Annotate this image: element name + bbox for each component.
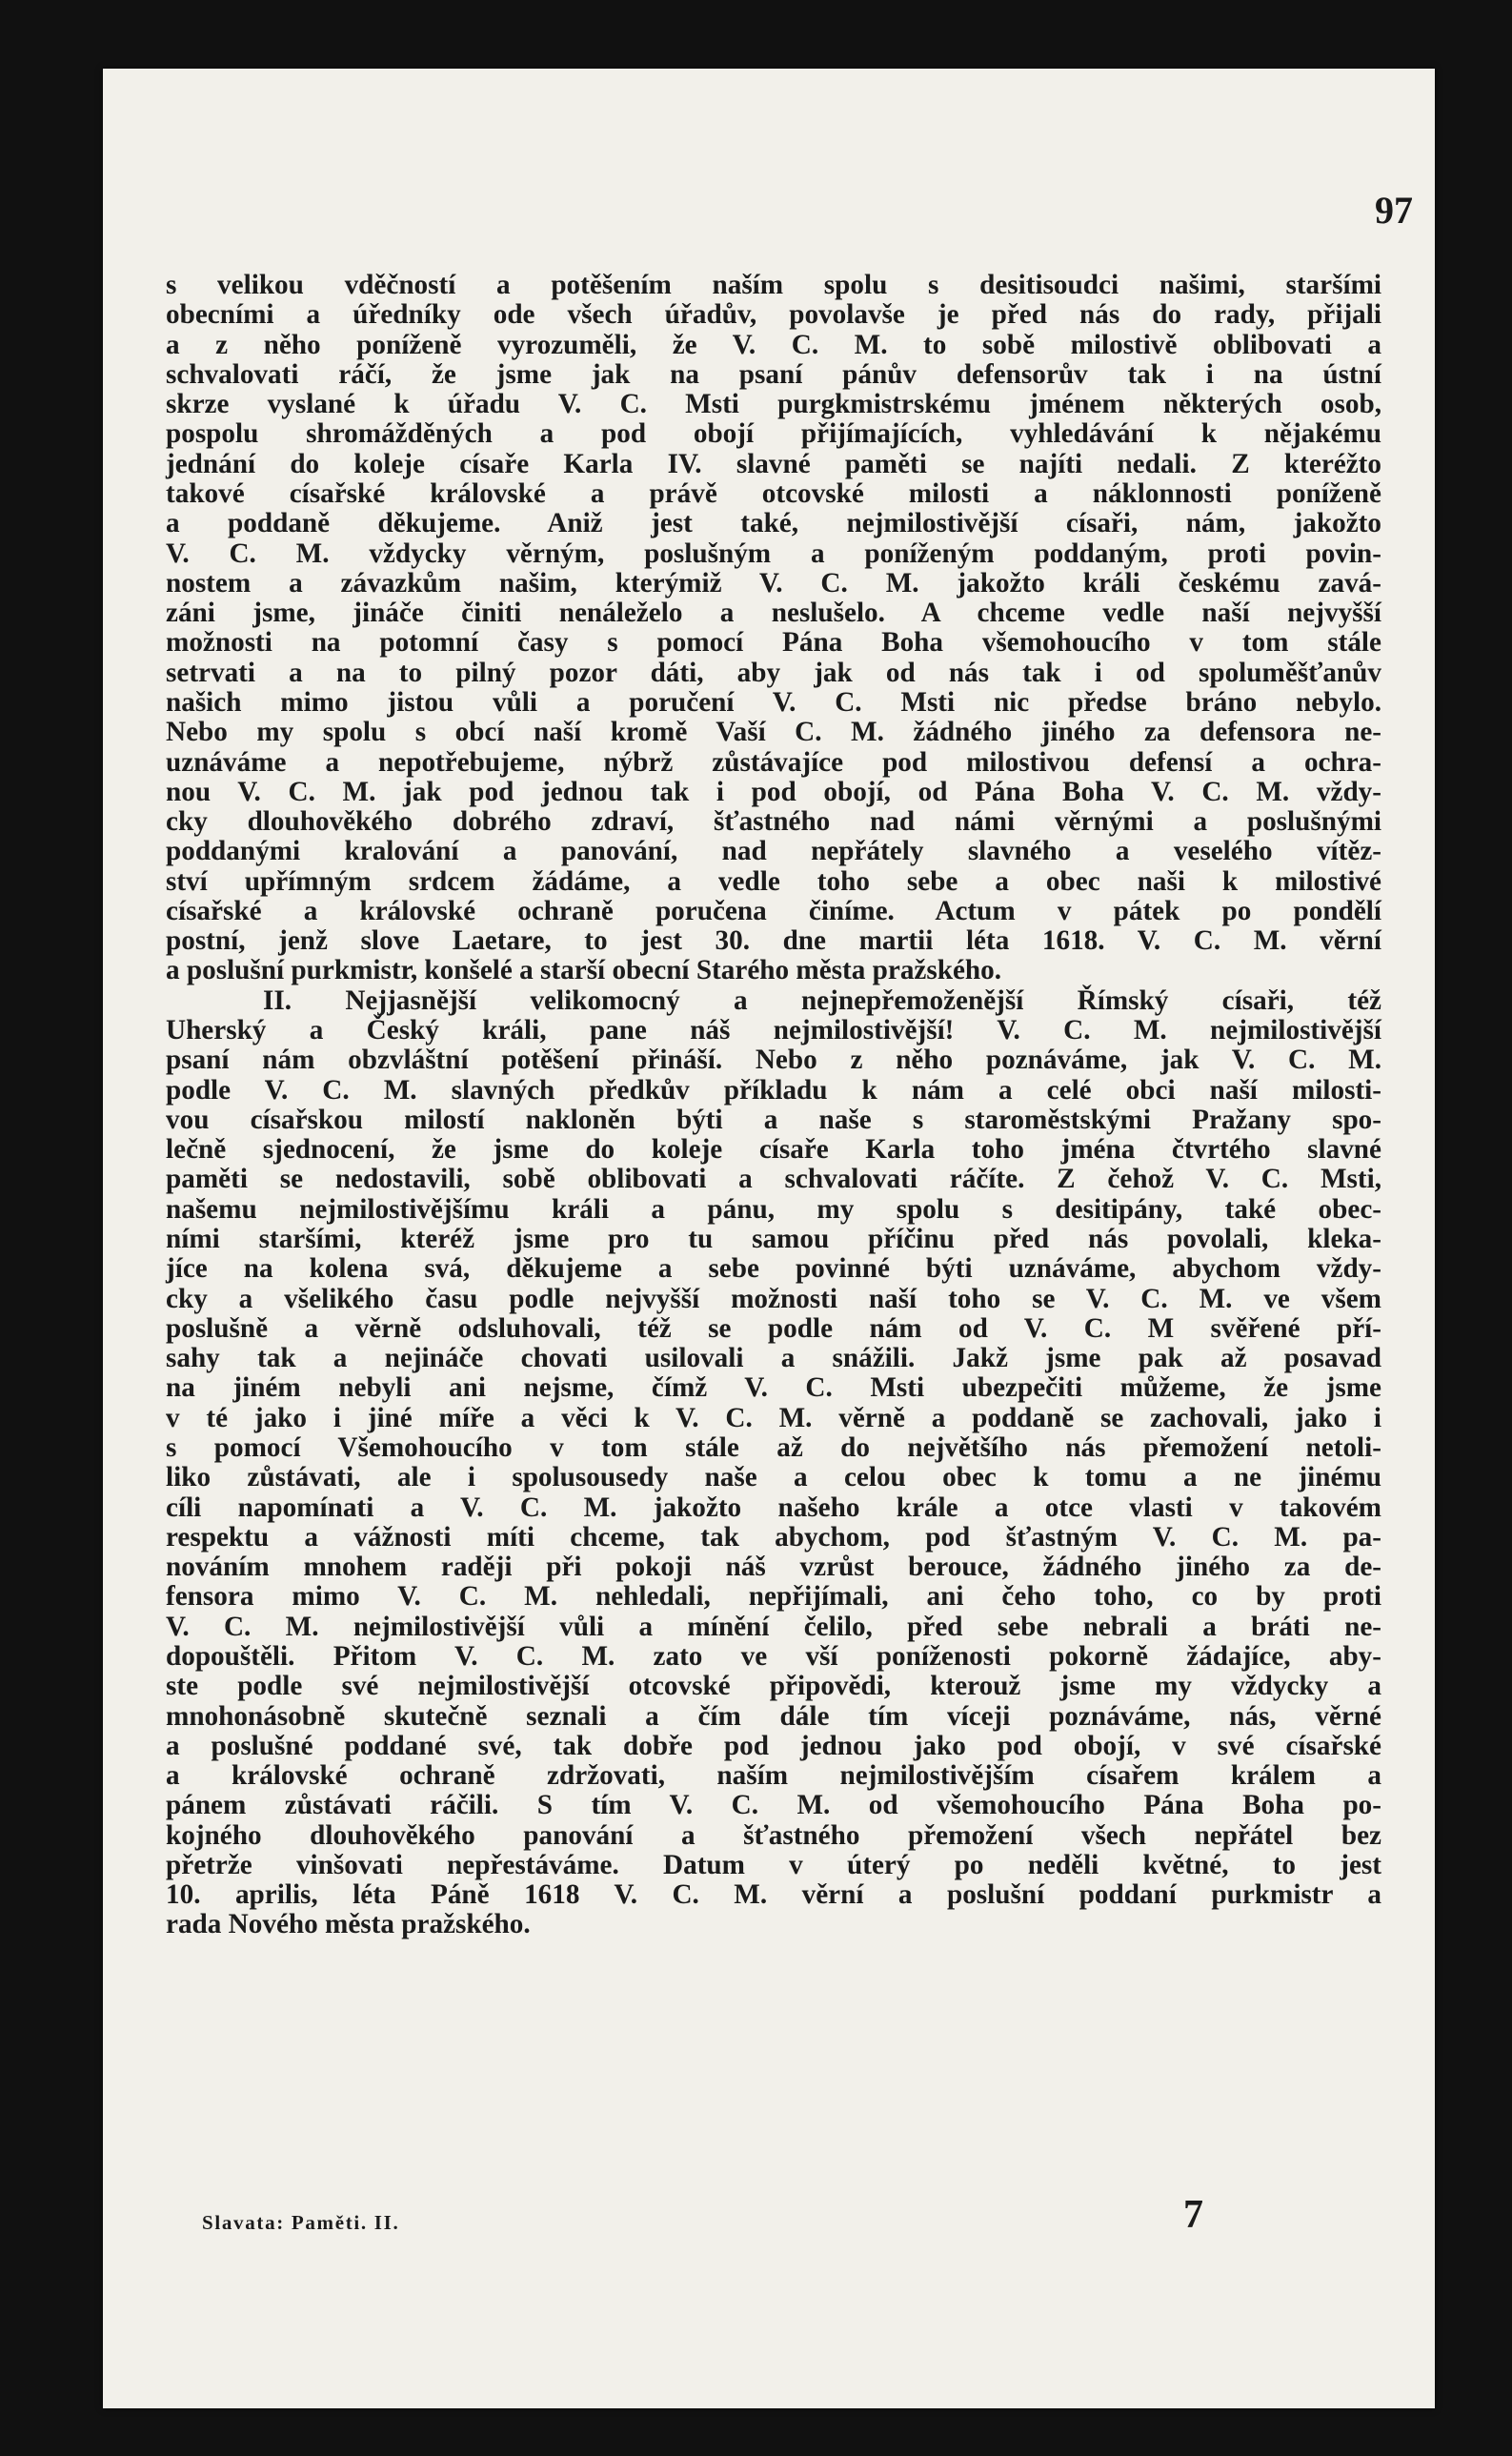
text-line: cky a všelikého času podle nejvyšší možnosti naší toho se V. C. M. ve všem	[166, 1283, 1381, 1314]
text-line: vou císařskou milostí nakloněn býti a naše s staroměstskými Pražany spo-	[166, 1104, 1381, 1135]
page-number: 97	[1375, 189, 1413, 232]
text-line: nou V. C. M. jak pod jednou tak i pod obojí, od Pána Boha V. C. M. vždy-	[166, 776, 1381, 807]
text-line: našich mimo jistou vůli a poručení V. C. Msti nic předse bráno nebylo.	[166, 686, 1381, 718]
text-line: a poslušní purkmistr, konšelé a starší obecní Starého města pražského.	[166, 955, 1002, 986]
text-line: V. C. M. vždycky věrným, poslušným a poníženým poddaným, proti povin-	[166, 538, 1381, 569]
text-line: cíli napomínati a V. C. M. jakožto našeho krále a otce vlasti v takovém	[166, 1492, 1381, 1523]
text-line: poddanými kralování a panování, nad nepřátely slavného a veselého vítěz-	[166, 836, 1381, 867]
body-text	[166, 271, 1381, 1940]
text-line: nováním mnohem raději při pokoji náš vzrůst berouce, žádného jiného za de-	[166, 1552, 1381, 1583]
text-line: 10. aprilis, léta Páně 1618 V. C. M. věrní a poslušní poddaní purkmistr a	[166, 1879, 1381, 1911]
text-line: skrze vyslané k úřadu V. C. Msti purgkmistrskému jménem některých osob,	[166, 389, 1381, 420]
text-line: mnohonásobně skutečně seznali a čím dále tím víceji poznáváme, nás, věrné	[166, 1700, 1381, 1732]
text-line: respektu a vážnosti míti chceme, tak abychom, pod šťastným V. C. M. pa-	[166, 1521, 1381, 1553]
text-line: schvalovati ráčí, že jsme jak na psaní pánův defensorův tak i na ústní	[166, 358, 1381, 390]
text-line: II. Nejjasnější velikomocný a nejnepřemoženější Římský císaři, též	[263, 984, 1381, 1016]
paragraph-1	[166, 271, 1381, 986]
text-line: v té jako i jiné míře a věci k V. C. M. věrně a poddaně se zachovali, jako i	[166, 1402, 1381, 1433]
text-line: přetrže vinšovati nepřestáváme. Datum v úterý po neděli květné, to jest	[166, 1849, 1381, 1880]
text-line: císařské a královské ochraně poručena činíme. Actum v pátek po pondělí	[166, 895, 1381, 926]
text-line: setrvati a na to pilný pozor dáti, aby jak od nás tak i od spoluměšťanův	[166, 657, 1381, 688]
book-page	[103, 69, 1435, 2408]
text-line: rada Nového města pražského.	[166, 1909, 531, 1940]
text-line: V. C. M. nejmilostivější vůli a mínění čelilo, před sebe nebrali a bráti ne-	[166, 1611, 1381, 1642]
text-line: dopouštěli. Přitom V. C. M. zato ve vší poníženosti pokorně žádajíce, aby-	[166, 1640, 1381, 1672]
text-line: našemu nejmilostivějšímu králi a pánu, my spolu s desitipány, také obec-	[166, 1193, 1381, 1225]
text-line: s pomocí Všemohoucího v tom stále až do největšího nás přemožení netoli-	[166, 1431, 1381, 1463]
text-line: na jiném nebyli ani nejsme, čímž V. C. Msti ubezpečiti můžeme, že jsme	[166, 1372, 1381, 1404]
text-line: liko zůstávati, ale i spolusousedy naše a celou obec k tomu a ne jinému	[166, 1462, 1381, 1493]
text-line: paměti se nedostavili, sobě oblibovati a schvalovati ráčíte. Z čehož V. C. Msti,	[166, 1164, 1381, 1195]
text-line: sahy tak a nejináče chovati usilovali a snážili. Jakž jsme pak až posavad	[166, 1343, 1381, 1374]
signature-mark: Slavata: Paměti. II.	[202, 2211, 400, 2234]
text-line: podle V. C. M. slavných předkův příkladu k nám a celé obci naší milosti-	[166, 1074, 1381, 1106]
text-line: lečně sjednocení, že jsme do koleje císaře Karla toho jména čtvrtého slavné	[166, 1134, 1381, 1166]
page-footer	[166, 2193, 1381, 2243]
text-line: možnosti na potomní časy s pomocí Pána Boha všemohoucího v tom stále	[166, 627, 1381, 659]
text-line: uznáváme a nepotřebujeme, nýbrž zůstávajíce pod milostivou defensí a ochra-	[166, 746, 1381, 778]
text-line: ste podle své nejmilostivější otcovské připovědi, kterouž jsme my vždycky a	[166, 1671, 1381, 1702]
text-line: Nebo my spolu s obcí naší kromě Vaší C. M. žádného jiného za defensora ne-	[166, 717, 1381, 748]
text-line: záni jsme, jináče činiti nenáleželo a neslušelo. A chceme vedle naší nejvyšší	[166, 598, 1381, 629]
text-line: takové císařské královské a právě otcovské milosti a náklonnosti poníženě	[166, 477, 1381, 509]
text-line: psaní nám obzvláštní potěšení přináší. Nebo z něho poznáváme, jak V. C. M.	[166, 1045, 1381, 1076]
text-line: pánem zůstávati ráčili. S tím V. C. M. od všemohoucího Pána Boha po-	[166, 1790, 1381, 1821]
text-line: postní, jenž slove Laetare, to jest 30. dne martii léta 1618. V. C. M. věrní	[166, 925, 1381, 957]
text-line: cky dlouhověkého dobrého zdraví, šťastného nad námi věrnými a poslušnými	[166, 806, 1381, 838]
text-line: jednání do koleje císaře Karla IV. slavné paměti se najíti nedali. Z kteréžto	[166, 448, 1381, 479]
text-line: Uherský a Český králi, pane náš nejmilostivější! V. C. M. nejmilostivější	[166, 1015, 1381, 1046]
text-line: a královské ochraně zdržovati, naším nejmilostivějším císařem králem a	[166, 1760, 1381, 1792]
text-line: a poslušné poddané své, tak dobře pod jednou jako pod obojí, v své císařské	[166, 1730, 1381, 1761]
text-line: poslušně a věrně odsluhovali, též se podle nám od V. C. M svěřené pří-	[166, 1312, 1381, 1344]
signature-number: 7	[1183, 2193, 1203, 2237]
text-line: obecními a úředníky ode všech úřadův, povolavše je před nás do rady, přijali	[166, 299, 1381, 331]
text-line: s velikou vděčností a potěšením naším spolu s desitisoudci našimi, staršími	[166, 270, 1381, 300]
text-line: ními staršími, kteréž jsme pro tu samou příčinu před nás povolali, kleka-	[166, 1224, 1381, 1254]
text-line: nostem a závazkům našim, kterýmiž V. C. M. jakožto králi českému zavá-	[166, 567, 1381, 599]
text-line: ství upřímným srdcem žádáme, a vedle toho sebe a obec naši k milostivé	[166, 865, 1381, 897]
paragraph-2	[166, 986, 1381, 1940]
text-line: fensora mimo V. C. M. nehledali, nepřijímali, ani čeho toho, co by proti	[166, 1581, 1381, 1613]
text-line: a poddaně děkujeme. Aniž jest také, nejmilostivější císaři, nám, jakožto	[166, 508, 1381, 539]
text-line: kojného dlouhověkého panování a šťastného přemožení všech nepřátel bez	[166, 1819, 1381, 1851]
text-line: pospolu shromážděných a pod obojí přijímajících, vyhledávání k nějakému	[166, 418, 1381, 450]
text-line: a z něho poníženě vyrozuměli, že V. C. M. to sobě milostivě oblibovati a	[166, 329, 1381, 360]
text-line: jíce na kolena svá, děkujeme a sebe povinné býti uznáváme, abychom vždy-	[166, 1253, 1381, 1285]
